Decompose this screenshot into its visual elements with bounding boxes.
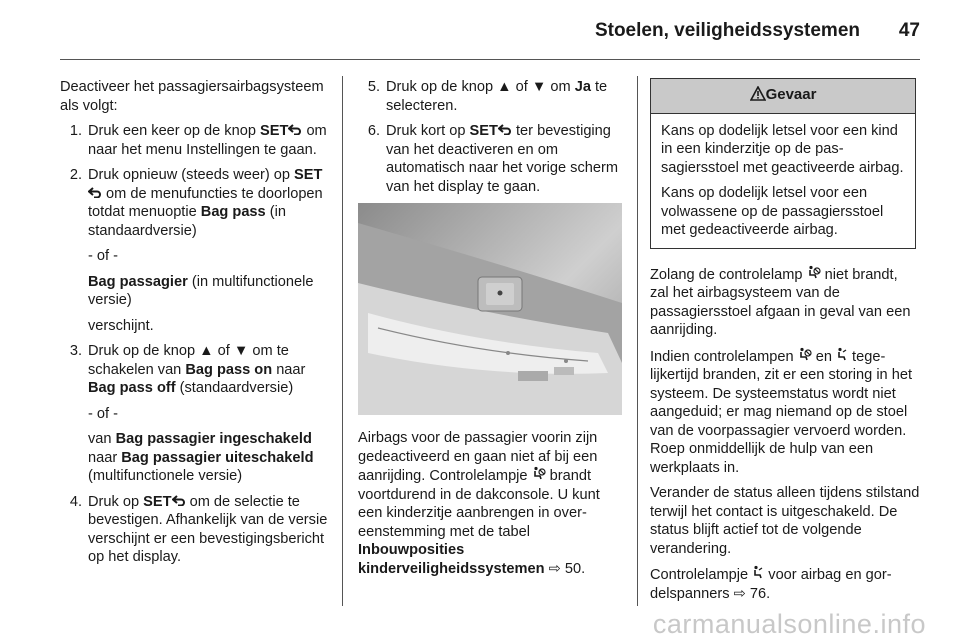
column-2 <box>358 78 624 585</box>
warning-text-1: Kans op dodelijk letsel voor een kind in een kinderzitje op de passagiersstoel met geactiveerde airbag. <box>661 122 904 176</box>
airbag-deactivated-paragraph: Airbags voor de passagier voorin zijn gedeactiveerd en gaan niet af bij een aanrijding. Controlelampje brandt voortdurend in de dakconsole. U kunt een kinderzitje aanbrengen in overeenstemming met de tabel Inbouwposities kinderveiligheidssystemen ⇨ 50. <box>358 430 600 577</box>
airbag-off-lamp-icon <box>532 468 546 483</box>
warning-text-2: Kans op dodelijk letsel voor een volwassene op de passagiersstoel met gedeactiveerde airbag. <box>661 185 884 238</box>
column-divider-1 <box>342 76 343 606</box>
warning-triangle-icon <box>750 86 766 103</box>
header-divider <box>60 59 920 60</box>
step-6: 6. Druk kort op SET ter bevestiging van het deactiveren en om automatisch naar het vorige scherm van het display te gaan. <box>367 123 618 195</box>
lamp-off-paragraph: Zolang de controlelamp niet brandt, zal het airbagsysteem van de passagiersstoel afgaan in geval van een aanrijding. <box>650 266 911 338</box>
step-5: 5. Druk op de knop ▲ of ▼ om Ja te selecteren. <box>367 79 608 114</box>
steps-list-2 <box>358 78 624 196</box>
step-4: 4. Druk op SET om de selectie te bevestigen. Afhankelijk van de versie verschijnt er een bevestigingsbericht op het display. <box>69 493 328 565</box>
column-1 <box>60 78 328 574</box>
column-3 <box>650 78 920 610</box>
return-arrow-icon <box>498 122 512 141</box>
step-2: 2. Druk opnieuw (steeds weer) op SET om de menufuncties te doorlopen totdat menuoptie Bag pass (in standaardversie) - of - Bag passagier (in multifunctionele versie) verschijnt. <box>69 167 323 334</box>
intro-text: Deactiveer het passagiersairbagsysteem als volgt: <box>60 79 324 114</box>
warning-box <box>650 78 916 249</box>
return-arrow-icon <box>88 185 102 204</box>
page-number: 47 <box>898 20 920 41</box>
airbag-off-lamp-icon <box>798 349 812 364</box>
step-3: 3. Druk op de knop ▲ of ▼ om te schakelen van Bag pass on naar Bag pass off (standaardversie) - of - van Bag passagier ingeschakeld naar Bag passagier uiteschakeld (multifunctionele versie) <box>69 343 314 484</box>
airbag-off-lamp-icon <box>807 267 821 282</box>
lamp-fault-paragraph: Indien controlelampen en tegelijkertijd branden, zit er een storing in het systeem. De systeemstatus wordt niet aangeduid; er mag niemand op de stoel van de voorpassagier vervoerd worden. Roep onmiddellijk de hulp van een werkplaats in. <box>650 348 913 476</box>
roof-console-photo <box>358 203 622 415</box>
page-header-title: Stoelen, veiligheidssystemen <box>594 20 860 41</box>
airbag-lamp-icon <box>752 567 764 582</box>
status-change-paragraph: Verander de status alleen tijdens stilstand terwijl het contact is uitgeschakeld. De status blijft actief tot de volgende verandering. <box>650 485 920 557</box>
return-arrow-icon <box>288 122 302 141</box>
warning-title: Gevaar <box>765 86 817 103</box>
watermark: carmanualsonline.info <box>652 609 926 639</box>
steps-list-1 <box>60 122 328 567</box>
column-divider-2 <box>637 76 638 606</box>
airbag-lamp-icon <box>836 349 848 364</box>
lamp-reference-paragraph: Controlelampje voor airbag en gordelspanners ⇨ 76. <box>650 567 892 602</box>
return-arrow-icon <box>172 493 186 512</box>
step-1: 1. Druk een keer op de knop SET om naar het menu Instellingen te gaan. <box>69 123 327 158</box>
